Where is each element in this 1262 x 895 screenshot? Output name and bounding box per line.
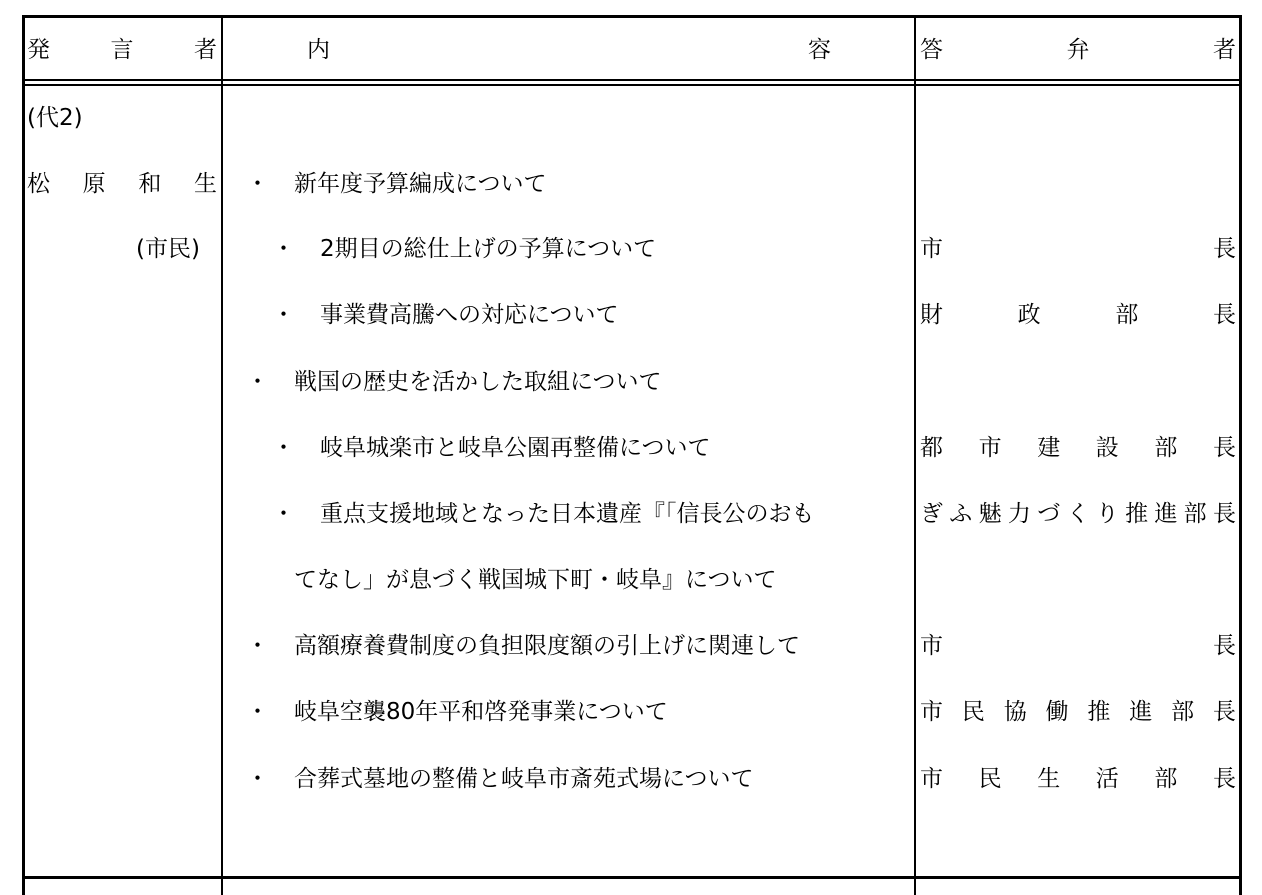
respondent-char: 部: [1154, 766, 1178, 792]
header-respondent-char: 答: [920, 37, 943, 63]
header-respondent: [920, 35, 1236, 65]
respondent-char: 市: [920, 766, 943, 792]
respondent-char: 民: [978, 766, 1002, 792]
table-top-border: [22, 15, 1242, 18]
respondent-char: 推: [1087, 699, 1111, 725]
header-speaker-char: 者: [194, 37, 217, 63]
respondent-char: 建: [1037, 435, 1061, 461]
respondent-char: 部: [1183, 501, 1207, 527]
respondent-char: 市: [920, 699, 943, 725]
respondent-char: 活: [1095, 766, 1119, 792]
bullet: ・: [272, 302, 295, 328]
header-speaker-char: 発: [27, 37, 50, 63]
respondent-char: く: [1066, 501, 1090, 527]
respondent-char: 長: [1212, 501, 1236, 527]
header-speaker-char: 言: [110, 37, 134, 63]
respondent-char: 進: [1154, 501, 1178, 527]
bullet: ・: [246, 369, 269, 395]
agenda-item-text: 岐阜空襲80年平和啓発事業について: [294, 699, 668, 725]
bullet: ・: [246, 171, 269, 197]
speaker-name-char: 原: [82, 171, 106, 197]
agenda-item-text: 2期目の総仕上げの予算について: [320, 236, 657, 262]
respondent-char: 長: [1212, 435, 1236, 461]
bullet: ・: [246, 699, 269, 725]
agenda-item-text: 事業費高騰への対応について: [320, 302, 619, 328]
respondent-char: 部: [1115, 302, 1139, 328]
respondent-char: 生: [1037, 766, 1061, 792]
bullet: ・: [246, 766, 269, 792]
header-respondent-char: 者: [1213, 37, 1236, 63]
respondent-char: り: [1095, 501, 1119, 527]
agenda-item-text: 戦国の歴史を活かした取組について: [294, 369, 662, 395]
respondent-char: 設: [1095, 435, 1119, 461]
respondent-char: 協: [1003, 699, 1027, 725]
respondent-char: 都: [920, 435, 943, 461]
respondent-char: 長: [1212, 302, 1236, 328]
respondent-char: 魅: [978, 501, 1002, 527]
speaker-group: (代2): [27, 105, 83, 131]
respondent-title: [920, 300, 1236, 330]
header-content-char: 内: [307, 37, 330, 63]
respondent-char: 市: [920, 236, 943, 262]
respondent-title: [920, 697, 1236, 727]
header-speaker: [27, 35, 217, 65]
respondent-char: ふ: [949, 501, 973, 527]
respondent-char: 進: [1129, 699, 1153, 725]
respondent-char: 部: [1171, 699, 1195, 725]
respondent-char: 財: [920, 302, 943, 328]
respondent-char: 働: [1045, 699, 1069, 725]
header-content-char: 容: [808, 37, 831, 63]
respondent-char: ぎ: [920, 501, 943, 527]
speaker-affiliation: (市民): [136, 236, 200, 262]
header-bottom-border-inner: [22, 84, 1242, 86]
column-divider-2: [914, 15, 916, 895]
header-bottom-border: [22, 79, 1242, 81]
respondent-title: [920, 764, 1236, 794]
table-left-border: [22, 15, 25, 895]
respondent-char: 政: [1017, 302, 1041, 328]
respondent-char: 長: [1213, 236, 1236, 262]
respondent-title: [920, 433, 1236, 463]
speaker-name-char: 和: [138, 171, 162, 197]
respondent-char: 市: [920, 633, 943, 659]
respondent-char: 長: [1213, 633, 1236, 659]
speaker-name-char: 松: [27, 171, 50, 197]
bullet: ・: [272, 435, 295, 461]
body-bottom-border: [22, 876, 1242, 879]
header-content: [307, 35, 831, 65]
agenda-item-text-continued: てなし」が息づく戦国城下町・岐阜』について: [294, 567, 777, 593]
respondent-char: づ: [1037, 501, 1061, 527]
agenda-item-text: 重点支援地域となった日本遺産『「信長公のおも: [320, 501, 815, 527]
header-respondent-char: 弁: [1066, 37, 1090, 63]
agenda-item-text: 岐阜城楽市と岐阜公園再整備について: [320, 435, 711, 461]
respondent-char: 部: [1154, 435, 1178, 461]
respondent-char: 長: [1212, 699, 1236, 725]
respondent-char: 市: [978, 435, 1002, 461]
agenda-item-text: 高額療養費制度の負担限度額の引上げに関連して: [294, 633, 800, 659]
respondent-title: [920, 499, 1236, 529]
column-divider-1: [221, 15, 223, 895]
agenda-item-text: 新年度予算編成について: [294, 171, 547, 197]
agenda-item-text: 合葬式墓地の整備と岐阜市斎苑式場について: [294, 766, 754, 792]
speaker-name-char: 生: [193, 171, 217, 197]
respondent-title: [920, 234, 1236, 264]
speaker-name: [27, 169, 217, 199]
bullet: ・: [246, 633, 269, 659]
respondent-char: 力: [1007, 501, 1031, 527]
bullet: ・: [272, 236, 295, 262]
bullet: ・: [272, 501, 295, 527]
respondent-char: 民: [961, 699, 985, 725]
respondent-char: 長: [1212, 766, 1236, 792]
respondent-title: [920, 631, 1236, 661]
table-right-border: [1239, 15, 1242, 895]
respondent-char: 推: [1125, 501, 1149, 527]
